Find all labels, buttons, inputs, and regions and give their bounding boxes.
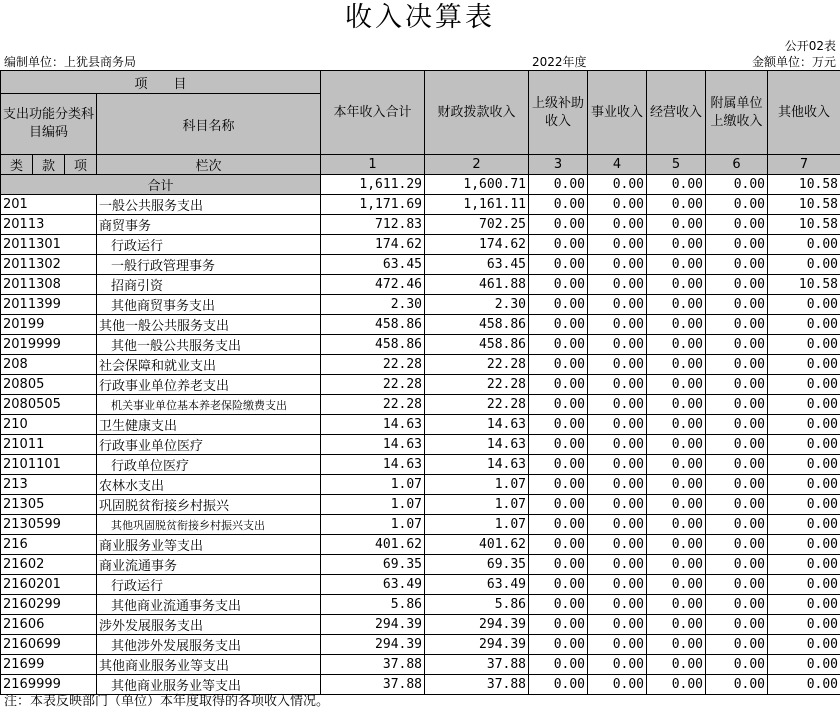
row-code: 20113 [1,215,97,235]
row-value: 458.86 [321,315,425,335]
row-value: 0.00 [588,575,647,595]
row-value: 0.00 [706,535,768,555]
header-subject-name: 科目名称 [97,94,321,155]
row-subject-name: 行政单位医疗 [97,455,321,475]
row-value: 0.00 [647,435,706,455]
row-value: 69.35 [425,555,529,575]
row-value: 5.86 [425,595,529,615]
row-value: 0.00 [706,515,768,535]
row-value: 10.58 [768,215,840,235]
header-col-fiscal: 财政拨款收入 [425,71,529,155]
row-value: 22.28 [321,355,425,375]
row-value: 14.63 [425,435,529,455]
col-no-6: 6 [706,155,768,175]
row-value: 0.00 [706,195,768,215]
header-col-operating: 经营收入 [647,71,706,155]
row-value: 0.00 [706,335,768,355]
row-value: 37.88 [425,655,529,675]
row-subject-name: 其他商业流通事务支出 [97,595,321,615]
row-value: 0.00 [706,615,768,635]
header-lei: 类 [1,155,33,175]
row-subject-name: 机关事业单位基本养老保险缴费支出 [97,395,321,415]
row-value: 0.00 [706,595,768,615]
table-row [1,375,840,395]
row-value: 0.00 [529,215,588,235]
row-subject-name: 社会保障和就业支出 [97,355,321,375]
row-subject-name: 招商引资 [97,275,321,295]
row-value: 14.63 [321,455,425,475]
row-code: 2160299 [1,595,97,615]
row-value: 0.00 [529,295,588,315]
row-value: 174.62 [321,235,425,255]
total-value: 10.58 [768,175,840,195]
table-row [1,435,840,455]
row-value: 0.00 [768,575,840,595]
row-value: 0.00 [647,395,706,415]
row-value: 0.00 [588,635,647,655]
table-row [1,655,840,675]
row-value: 14.63 [425,455,529,475]
row-value: 0.00 [588,315,647,335]
table-row [1,195,840,215]
table-row [1,515,840,535]
row-value: 0.00 [768,255,840,275]
row-code: 21305 [1,495,97,515]
row-value: 0.00 [706,495,768,515]
row-value: 1.07 [425,515,529,535]
col-no-1: 1 [321,155,425,175]
row-code: 2011301 [1,235,97,255]
row-value: 0.00 [706,395,768,415]
row-value: 0.00 [647,655,706,675]
row-value: 0.00 [529,675,588,695]
row-value: 10.58 [768,275,840,295]
row-value: 37.88 [425,675,529,695]
row-value: 0.00 [529,635,588,655]
row-value: 0.00 [647,295,706,315]
row-value: 0.00 [768,435,840,455]
row-value: 0.00 [588,615,647,635]
row-value: 0.00 [588,335,647,355]
row-code: 208 [1,355,97,375]
row-value: 0.00 [706,575,768,595]
row-code: 21602 [1,555,97,575]
row-value: 0.00 [588,355,647,375]
row-value: 0.00 [647,475,706,495]
total-row [1,175,840,195]
table-row [1,335,840,355]
row-value: 702.25 [425,215,529,235]
row-value: 461.88 [425,275,529,295]
row-subject-name: 其他商业服务业等支出 [97,655,321,675]
row-value: 0.00 [647,495,706,515]
table-row [1,495,840,515]
row-code: 2160201 [1,575,97,595]
row-value: 0.00 [529,495,588,515]
header-col-other: 其他收入 [768,71,840,155]
row-value: 0.00 [768,415,840,435]
header-func-code: 支出功能分类科目编码 [1,94,97,155]
row-value: 0.00 [647,535,706,555]
row-value: 0.00 [768,315,840,335]
row-subject-name: 行政运行 [97,235,321,255]
row-value: 1,161.11 [425,195,529,215]
compiling-unit: 编制单位：上犹县商务局 [4,55,137,69]
total-label: 合计 [1,175,321,195]
row-value: 5.86 [321,595,425,615]
row-value: 0.00 [706,455,768,475]
header-col-superior: 上级补助收入 [529,71,588,155]
row-subject-name: 一般行政管理事务 [97,255,321,275]
header-kuan: 款 [33,155,65,175]
row-value: 22.28 [321,395,425,415]
row-value: 0.00 [588,475,647,495]
row-value: 0.00 [529,575,588,595]
row-value: 0.00 [529,335,588,355]
row-value: 0.00 [588,535,647,555]
income-table [0,70,840,695]
row-value: 0.00 [588,655,647,675]
row-value: 1.07 [425,495,529,515]
row-subject-name: 商业服务业等支出 [97,535,321,555]
row-subject-name: 其他涉外发展服务支出 [97,635,321,655]
total-value: 0.00 [706,175,768,195]
row-value: 0.00 [768,355,840,375]
row-value: 0.00 [768,595,840,615]
row-value: 0.00 [768,495,840,515]
row-code: 2011399 [1,295,97,315]
row-value: 0.00 [588,195,647,215]
row-value: 0.00 [768,375,840,395]
row-value: 294.39 [321,615,425,635]
row-value: 14.63 [321,415,425,435]
row-subject-name: 商贸事务 [97,215,321,235]
row-value: 0.00 [647,235,706,255]
row-value: 0.00 [588,235,647,255]
row-value: 63.45 [321,255,425,275]
table-row [1,275,840,295]
row-value: 0.00 [647,555,706,575]
table-row [1,555,840,575]
row-value: 0.00 [768,535,840,555]
table-row [1,575,840,595]
row-value: 0.00 [768,475,840,495]
row-code: 216 [1,535,97,555]
row-value: 294.39 [321,635,425,655]
table-row [1,535,840,555]
row-value: 0.00 [647,615,706,635]
header-item: 项 目 [1,71,321,94]
fiscal-year: 2022年度 [532,55,587,69]
row-value: 0.00 [647,195,706,215]
row-subject-name: 行政运行 [97,575,321,595]
table-row [1,355,840,375]
row-value: 0.00 [529,435,588,455]
total-value: 0.00 [529,175,588,195]
row-value: 22.28 [425,375,529,395]
row-code: 2160699 [1,635,97,655]
row-value: 0.00 [529,275,588,295]
row-value: 0.00 [529,615,588,635]
row-value: 0.00 [647,315,706,335]
row-value: 0.00 [706,655,768,675]
row-code: 2080505 [1,395,97,415]
row-value: 0.00 [706,375,768,395]
row-code: 21699 [1,655,97,675]
table-note: 注：本表反映部门（单位）本年度取得的各项收入情况。 [4,694,330,709]
row-value: 0.00 [588,495,647,515]
row-value: 0.00 [706,295,768,315]
row-value: 0.00 [529,515,588,535]
row-code: 2019999 [1,335,97,355]
total-value: 0.00 [588,175,647,195]
row-value: 0.00 [529,255,588,275]
row-value: 0.00 [529,315,588,335]
table-row [1,595,840,615]
row-value: 1,171.69 [321,195,425,215]
row-value: 294.39 [425,615,529,635]
col-no-7: 7 [768,155,840,175]
row-value: 0.00 [706,255,768,275]
row-code: 2130599 [1,515,97,535]
row-value: 0.00 [768,395,840,415]
row-value: 22.28 [321,375,425,395]
row-value: 401.62 [425,535,529,555]
row-value: 69.35 [321,555,425,575]
table-row [1,235,840,255]
col-no-4: 4 [588,155,647,175]
table-row [1,255,840,275]
row-value: 0.00 [706,675,768,695]
row-code: 2011302 [1,255,97,275]
row-value: 37.88 [321,675,425,695]
row-value: 1.07 [321,495,425,515]
row-value: 10.58 [768,195,840,215]
row-code: 201 [1,195,97,215]
row-value: 0.00 [768,295,840,315]
header-col-affiliated: 附属单位上缴收入 [706,71,768,155]
row-value: 0.00 [768,675,840,695]
row-value: 63.45 [425,255,529,275]
row-subject-name: 商业流通事务 [97,555,321,575]
row-subject-name: 其他商贸事务支出 [97,295,321,315]
row-subject-name: 农林水支出 [97,475,321,495]
row-value: 0.00 [706,415,768,435]
table-row [1,415,840,435]
row-value: 22.28 [425,355,529,375]
row-value: 63.49 [321,575,425,595]
row-value: 0.00 [588,595,647,615]
row-value: 0.00 [588,375,647,395]
row-value: 0.00 [588,515,647,535]
table-row [1,475,840,495]
header-xiang: 项 [65,155,97,175]
row-value: 0.00 [529,375,588,395]
header-col-business: 事业收入 [588,71,647,155]
table-row [1,315,840,335]
row-value: 0.00 [588,215,647,235]
row-value: 0.00 [647,675,706,695]
row-value: 0.00 [706,315,768,335]
row-subject-name: 卫生健康支出 [97,415,321,435]
row-value: 1.07 [321,475,425,495]
row-value: 0.00 [706,475,768,495]
row-value: 458.86 [425,335,529,355]
row-subject-name: 其他一般公共服务支出 [97,315,321,335]
row-value: 0.00 [768,235,840,255]
row-value: 22.28 [425,395,529,415]
row-value: 472.46 [321,275,425,295]
row-value: 401.62 [321,535,425,555]
row-value: 0.00 [768,615,840,635]
row-value: 0.00 [647,255,706,275]
table-row [1,215,840,235]
table-row [1,675,840,695]
row-value: 0.00 [706,555,768,575]
row-value: 0.00 [706,635,768,655]
row-subject-name: 行政事业单位养老支出 [97,375,321,395]
row-value: 14.63 [321,435,425,455]
row-value: 712.83 [321,215,425,235]
table-row [1,635,840,655]
row-value: 0.00 [768,555,840,575]
row-subject-name: 其他巩固脱贫衔接乡村振兴支出 [97,515,321,535]
row-value: 0.00 [647,375,706,395]
total-value: 1,600.71 [425,175,529,195]
row-value: 0.00 [768,455,840,475]
row-value: 0.00 [647,595,706,615]
row-value: 458.86 [321,335,425,355]
row-value: 0.00 [588,455,647,475]
table-row [1,455,840,475]
row-value: 458.86 [425,315,529,335]
row-value: 0.00 [529,475,588,495]
row-value: 0.00 [647,335,706,355]
row-value: 0.00 [647,575,706,595]
row-code: 2011308 [1,275,97,295]
row-value: 0.00 [529,395,588,415]
row-value: 0.00 [529,355,588,375]
form-number: 公开02表 [784,39,836,53]
row-value: 37.88 [321,655,425,675]
row-value: 0.00 [529,555,588,575]
row-value: 2.30 [321,295,425,315]
table-row [1,395,840,415]
row-code: 20805 [1,375,97,395]
row-value: 0.00 [529,535,588,555]
col-no-5: 5 [647,155,706,175]
row-value: 0.00 [768,335,840,355]
row-value: 0.00 [529,235,588,255]
row-value: 1.07 [321,515,425,535]
row-subject-name: 涉外发展服务支出 [97,615,321,635]
table-row [1,295,840,315]
row-code: 210 [1,415,97,435]
total-value: 0.00 [647,175,706,195]
row-code: 2169999 [1,675,97,695]
row-subject-name: 行政事业单位医疗 [97,435,321,455]
row-code: 21606 [1,615,97,635]
total-value: 1,611.29 [321,175,425,195]
row-value: 0.00 [588,415,647,435]
row-value: 0.00 [768,635,840,655]
row-value: 14.63 [425,415,529,435]
row-value: 1.07 [425,475,529,495]
row-value: 0.00 [706,215,768,235]
row-value: 0.00 [588,255,647,275]
row-value: 2.30 [425,295,529,315]
row-value: 63.49 [425,575,529,595]
row-value: 294.39 [425,635,529,655]
row-value: 0.00 [706,435,768,455]
col-no-3: 3 [529,155,588,175]
page-title: 收入决算表 [345,2,495,33]
row-code: 21011 [1,435,97,455]
table-row [1,615,840,635]
col-no-2: 2 [425,155,529,175]
row-value: 0.00 [647,455,706,475]
header-col-total: 本年收入合计 [321,71,425,155]
row-value: 0.00 [529,455,588,475]
row-value: 0.00 [588,435,647,455]
row-value: 0.00 [768,515,840,535]
row-value: 0.00 [706,355,768,375]
row-value: 0.00 [529,595,588,615]
row-code: 20199 [1,315,97,335]
row-value: 0.00 [647,635,706,655]
row-value: 0.00 [647,215,706,235]
amount-unit: 金额单位：万元 [751,55,836,69]
row-value: 0.00 [529,195,588,215]
row-value: 0.00 [588,395,647,415]
row-subject-name: 其他一般公共服务支出 [97,335,321,355]
row-value: 174.62 [425,235,529,255]
row-value: 0.00 [706,275,768,295]
row-code: 2101101 [1,455,97,475]
header-col-no-label: 栏次 [97,155,321,175]
row-value: 0.00 [588,555,647,575]
row-value: 0.00 [647,515,706,535]
row-value: 0.00 [588,275,647,295]
row-value: 0.00 [706,235,768,255]
row-value: 0.00 [647,275,706,295]
row-value: 0.00 [647,415,706,435]
row-subject-name: 巩固脱贫衔接乡村振兴 [97,495,321,515]
row-value: 0.00 [588,295,647,315]
row-value: 0.00 [588,675,647,695]
row-subject-name: 一般公共服务支出 [97,195,321,215]
row-value: 0.00 [529,415,588,435]
row-value: 0.00 [529,655,588,675]
row-code: 213 [1,475,97,495]
row-value: 0.00 [768,655,840,675]
row-value: 0.00 [647,355,706,375]
row-subject-name: 其他商业服务业等支出 [97,675,321,695]
